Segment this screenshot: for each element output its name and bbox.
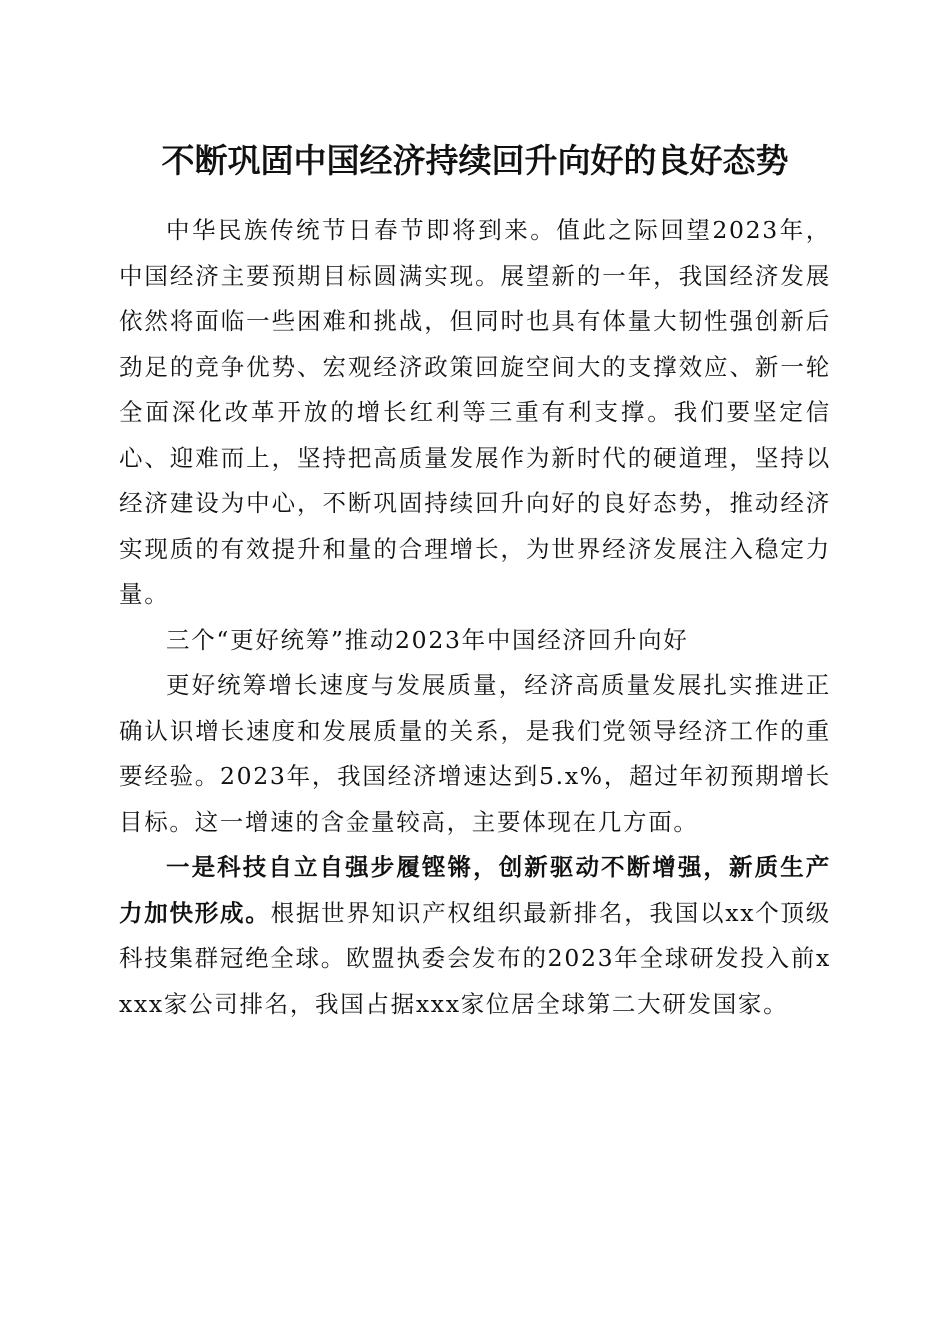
- document-title: 不断巩固中国经济持续回升向好的良好态势: [161, 141, 789, 180]
- paragraph-tech-lead: 一是科技自立自强步履铿锵，创新驱动不断增强，新质生产力加快形成。: [119, 853, 831, 927]
- document-body: [119, 208, 831, 1027]
- paragraph-tech: [119, 845, 831, 1027]
- section-heading: 三个“更好统筹”推动2023年中国经济回升向好: [166, 625, 689, 654]
- paragraph-tech-body: 根据世界知识产权组织最新排名，我国以xx个顶级科技集群冠绝全球。欧盟执委会发布的2023年全球研发投入前xxxx家公司排名，我国占据xxx家位居全球第二大研发国家。: [119, 898, 831, 1018]
- paragraph-intro: 中华民族传统节日春节即将到来。值此之际回望2023年，中国经济主要预期目标圆满实现。展望新的一年，我国经济发展依然将面临一些困难和挑战，但同时也具有体量大韧性强创新后劲足的竞争优势、宏观经济政策回旋空间大的支撑效应、新一轮全面深化改革开放的增长红利等三重有利支撑。我们要坚定信心、迎难而上，坚持把高质量发展作为新时代的硬道理，坚持以经济建设为中心，不断巩固持续回升向好的良好态势，推动经济实现质的有效提升和量的合理增长，为世界经济发展注入稳定力量。: [119, 216, 831, 608]
- paragraph-growth: 更好统筹增长速度与发展质量，经济高质量发展扎实推进正确认识增长速度和发展质量的关系，是我们党领导经济工作的重要经验。2023年，我国经济增速达到5.x%，超过年初预期增长目标。这一增速的含金量较高，主要体现在几方面。: [119, 671, 831, 836]
